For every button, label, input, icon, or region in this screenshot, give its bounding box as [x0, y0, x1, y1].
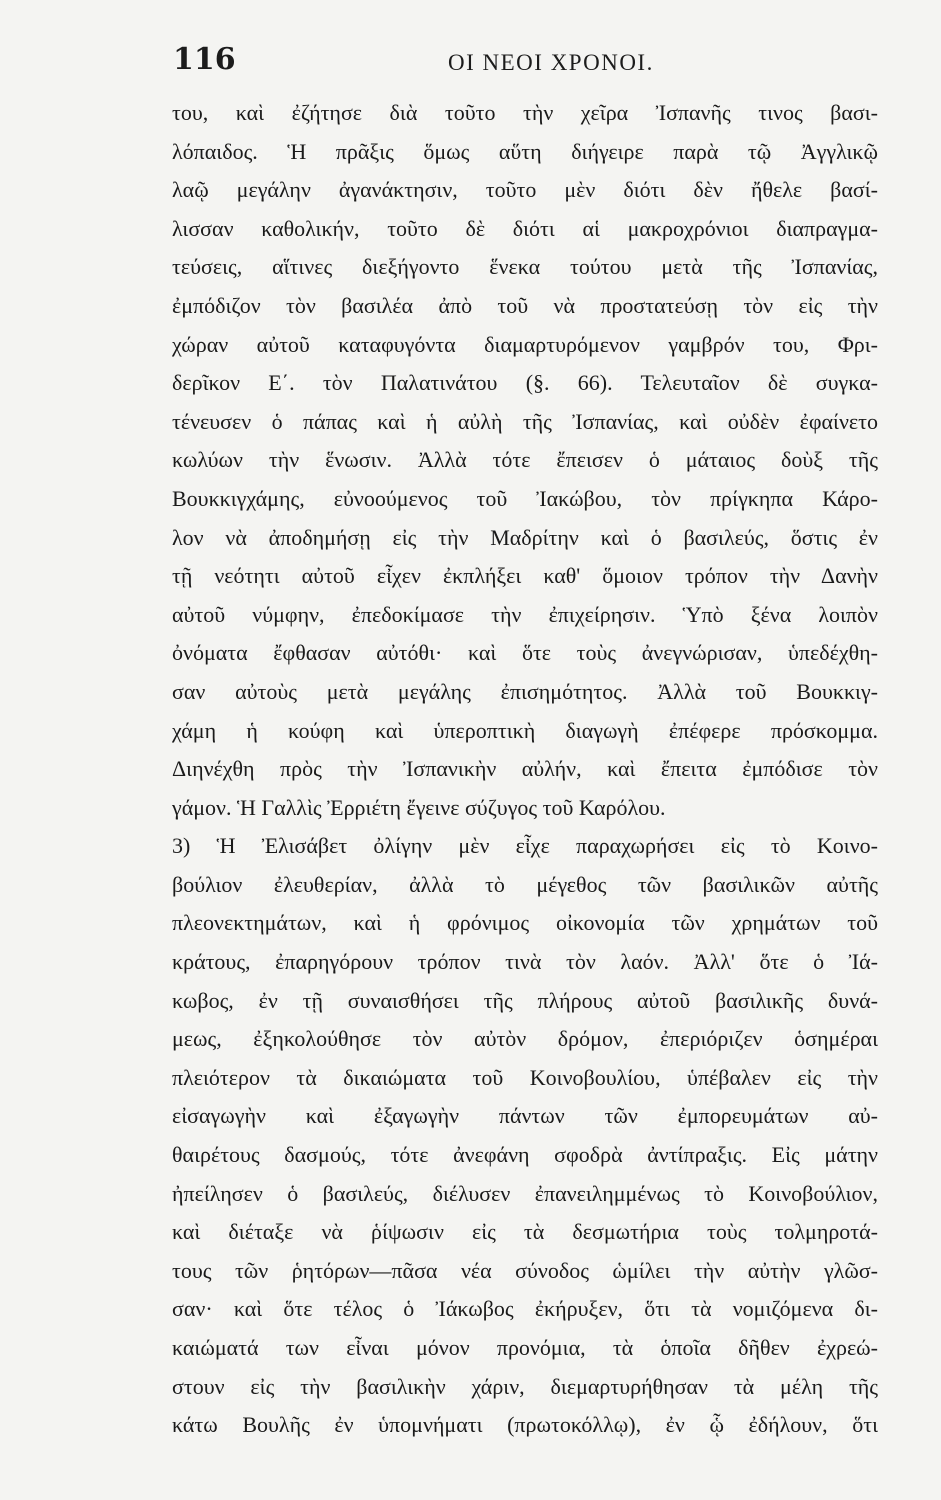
text-line: μεως, ἐξηκολούθησε τὸν αὐτὸν δρόμον, ἐπεριόριζεν ὁσημέραι	[172, 1026, 878, 1052]
text-line: πλειότερον τὰ δικαιώματα τοῦ Κοινοβουλίου, ὑπέβαλεν εἰς τὴν	[172, 1064, 878, 1090]
text-line: κράτους, ἐπαρηγόρουν τρόπον τινὰ τὸν λαόν. Ἀλλ' ὅτε ὁ Ἰά-	[172, 949, 878, 975]
body-text	[172, 94, 878, 1445]
text-line: τους τῶν ῥητόρων—πᾶσα νέα σύνοδος ὡμίλει τὴν αὐτὴν γλῶσ-	[172, 1257, 878, 1283]
text-line: βούλιον ἐλευθερίαν, ἀλλὰ τὸ μέγεθος τῶν βασιλικῶν αὐτῆς	[172, 871, 878, 897]
text-line: δερῖκον Ε΄. τὸν Παλατινάτου (§. 66). Τελευταῖον δὲ συγκα-	[172, 370, 878, 396]
text-line: κωβος, ἐν τῇ συναισθήσει τῆς πλήρους αὐτοῦ βασιλικῆς δυνά-	[172, 987, 878, 1013]
text-line: 3) Ἡ Ἐλισάβετ ὀλίγην μὲν εἶχε παραχωρήσει εἰς τὸ Κοινο-	[172, 833, 878, 859]
text-line: Βουκκιγχάμης, εὐνοούμενος τοῦ Ἰακώβου, τὸν πρίγκηπα Κάρο-	[172, 485, 878, 511]
text-line: εἰσαγωγὴν καὶ ἐξαγωγὴν πάντων τῶν ἐμπορευμάτων αὐ-	[172, 1103, 878, 1129]
text-line: αὐτοῦ νύμφην, ἐπεδοκίμασε τὴν ἐπιχείρησιν. Ὑπὸ ξένα λοιπὸν	[172, 601, 878, 627]
text-line: καιώματά των εἶναι μόνον προνόμια, τὰ ὁποῖα δῆθεν ἐχρεώ-	[172, 1335, 878, 1360]
text-line: χώραν αὐτοῦ καταφυγόντα διαμαρτυρόμενον γαμβρόν του, Φρι-	[172, 331, 878, 357]
text-line: του, καὶ ἐζήτησε διὰ τοῦτο τὴν χεῖρα Ἰσπανῆς τινος βασι-	[172, 100, 878, 125]
text-line: σαν· καὶ ὅτε τέλος ὁ Ἰάκωβος ἐκήρυξεν, ὅτι τὰ νομιζόμενα δι-	[172, 1296, 878, 1322]
text-line: λισσαν καθολικήν, τοῦτο δὲ διότι αἱ μακροχρόνιοι διαπραγμα-	[172, 215, 878, 241]
text-line: πλεονεκτημάτων, καὶ ἡ φρόνιμος οἰκονομία τῶν χρημάτων τοῦ	[172, 910, 878, 936]
text-line: τένευσεν ὁ πάπας καὶ ἡ αὐλὴ τῆς Ἰσπανίας, καὶ οὐδὲν ἐφαίνετο	[172, 408, 878, 434]
text-line: λον νὰ ἀποδημήσῃ εἰς τὴν Μαδρίτην καὶ ὁ βασιλεύς, ὅστις ἐν	[172, 524, 878, 550]
running-head: ΟΙ ΝΕΟΙ ΧΡΟΝΟΙ.	[448, 50, 654, 75]
text-line: κωλύων τὴν ἕνωσιν. Ἀλλὰ τότε ἔπεισεν ὁ μάταιος δοὺξ τῆς	[172, 447, 878, 473]
text-line: ἐμπόδιζον τὸν βασιλέα ἀπὸ τοῦ νὰ προστατεύσῃ τὸν εἰς τὴν	[172, 292, 878, 318]
text-line: ὀνόματα ἔφθασαν αὐτόθι· καὶ ὅτε τοὺς ἀνεγνώρισαν, ὑπεδέχθη-	[172, 640, 878, 666]
text-line: θαιρέτους δασμούς, τότε ἀνεφάνη σφοδρὰ ἀντίπραξις. Εἰς μάτην	[172, 1142, 878, 1168]
text-line: καὶ διέταξε νὰ ῥίψωσιν εἰς τὰ δεσμωτήρια τοὺς τολμηροτά-	[172, 1219, 878, 1245]
text-line: στουν εἰς τὴν βασιλικὴν χάριν, διεμαρτυρήθησαν τὰ μέλη τῆς	[172, 1373, 878, 1399]
text-line: σαν αὐτοὺς μετὰ μεγάλης ἐπισημότητος. Ἀλλὰ τοῦ Βουκκιγ-	[172, 678, 878, 704]
text-line: ἠπείλησεν ὁ βασιλεύς, διέλυσεν ἐπανειλημμένως τὸ Κοινοβούλιον,	[172, 1180, 878, 1206]
text-line: χάμη ἡ κούφη καὶ ὑπεροπτικὴ διαγωγὴ ἐπέφερε πρόσκομμα.	[172, 717, 878, 743]
text-line: γάμον. Ἡ Γαλλὶς Ἐρριέτη ἔγεινε σύζυγος τοῦ Καρόλου.	[172, 794, 666, 820]
text-line: τεύσεις, αἵτινες διεξήγοντο ἕνεκα τούτου μετὰ τῆς Ἰσπανίας,	[172, 254, 878, 280]
page-number: 116	[173, 42, 236, 77]
text-line: τῇ νεότητι αὐτοῦ εἶχεν ἐκπλήξει καθ' ὅμοιον τρόπον τὴν Δανὴν	[172, 563, 878, 589]
page-header	[0, 40, 941, 90]
text-line: κάτω Βουλῆς ἐν ὑπομνήματι (πρωτοκόλλῳ), ἐν ᾧ ἐδήλουν, ὅτι	[172, 1412, 878, 1438]
text-line: λόπαιδος. Ἡ πρᾶξις ὅμως αὕτη διήγειρε παρὰ τῷ Ἀγγλικῷ	[172, 138, 878, 164]
text-line: Διηνέχθη πρὸς τὴν Ἰσπανικὴν αὐλήν, καὶ ἔπειτα ἐμπόδισε τὸν	[172, 756, 878, 782]
text-line: λαῷ μεγάλην ἀγανάκτησιν, τοῦτο μὲν διότι δὲν ἤθελε βασί-	[172, 177, 878, 203]
